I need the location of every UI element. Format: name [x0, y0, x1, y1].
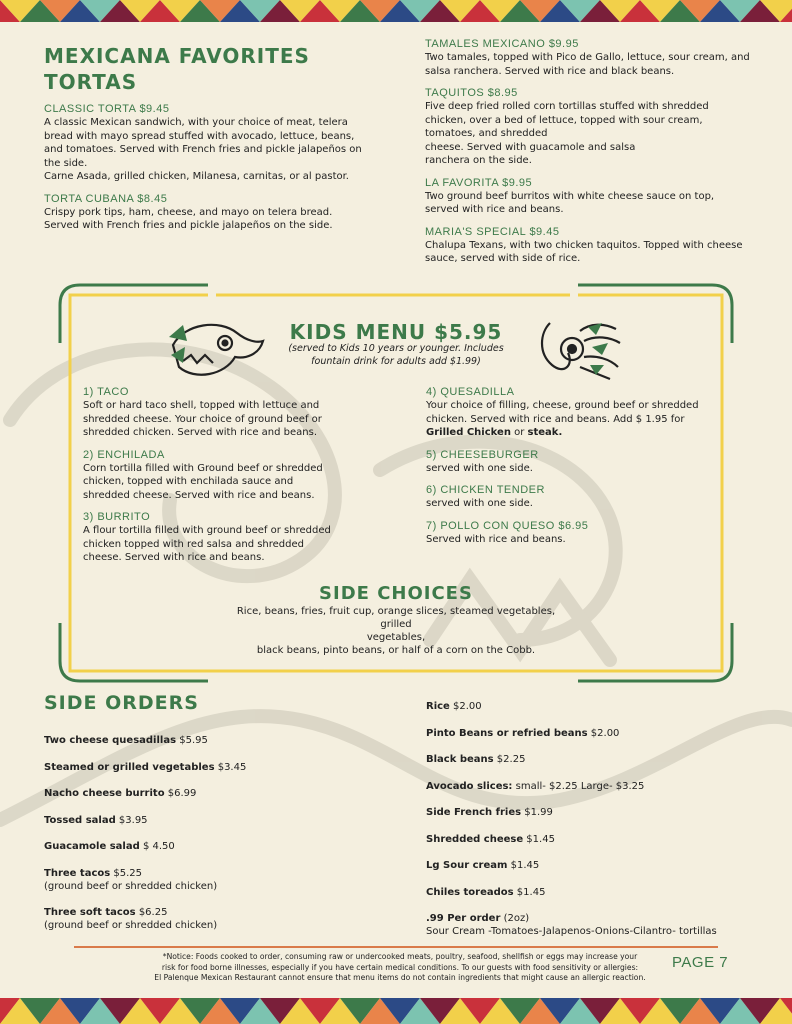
item-desc: ranchera on the side.: [425, 155, 532, 166]
side-order-name: Pinto Beans or refried beans: [426, 727, 588, 739]
side-order-item: [44, 787, 374, 800]
item-desc: Two tamales, topped with Pico de Gallo, lettuce, sour cream, and salsa ranchera. Served with rice and black beans.: [425, 52, 750, 77]
side-order-price: $1.45: [513, 886, 546, 898]
footer-divider: [74, 946, 718, 948]
notice-line3: El Palenque Mexican Restaurant cannot ensure that menu items do not contain ingredients that might cause an allergic reaction.: [154, 973, 646, 982]
side-order-name: Steamed or grilled vegetables: [44, 761, 215, 773]
side-order-item: [44, 906, 374, 932]
side-order-price: $3.95: [115, 814, 148, 826]
side-order-price: $5.25: [110, 867, 143, 879]
favorites-left-column: [44, 103, 364, 242]
item-desc: Five deep fried rolled corn tortillas stuffed with shredded chicken, over a bed of lettuce, topped with sour cream, tomatoes, and shredded: [425, 101, 709, 139]
kids-right-column: [426, 386, 716, 555]
kids-item-burrito: [83, 511, 333, 565]
side-order-item: [44, 814, 374, 827]
side-order-item: [426, 727, 756, 740]
item-title: TORTA CUBANA $8.45: [44, 192, 168, 205]
side-choices-line3: black beans, pinto beans, or half of a corn on the Cobb.: [256, 645, 536, 656]
side-order-price: $1.99: [521, 807, 553, 818]
side-order-line: [44, 867, 374, 880]
item-title: MARIA'S SPECIAL $9.45: [425, 225, 560, 238]
side-order-price: $5.95: [176, 735, 208, 746]
side-order-name: .99 Per order: [426, 913, 501, 924]
kids-item-enchilada: [83, 449, 333, 503]
page-number: PAGE 7: [672, 954, 729, 971]
kids-subtitle-line2: fountain drink for adults add $1.99): [311, 356, 481, 367]
item-desc-meat-options: Carne Asada, grilled chicken, Milanesa, carnitas, or al pastor.: [44, 171, 349, 182]
kids-menu-title: KIDS MENU $5.95: [289, 320, 503, 344]
side-order-line: [426, 833, 756, 846]
side-order-price: $6.99: [164, 788, 197, 799]
kids-item-taco: [83, 386, 333, 440]
kids-item-cheeseburger: [426, 449, 716, 476]
side-order-line: [426, 753, 756, 766]
item-desc-or: or: [510, 427, 528, 438]
item-desc: Served with rice and beans.: [426, 533, 566, 545]
side-order-item: [44, 761, 374, 774]
menu-item-la-favorita: [425, 177, 750, 217]
item-desc: served with one side.: [426, 462, 533, 474]
item-desc: A classic Mexican sandwich, with your choice of meat, telera bread with mayo spread stuffed with avocado, lettuce, beans, and tomatoes. Served with French fries and pickle jalapeños on the side.: [44, 117, 362, 169]
kids-left-column: [83, 386, 333, 574]
side-choices-text: [220, 605, 572, 657]
side-order-name: Shredded cheese: [426, 833, 524, 845]
item-title: CLASSIC TORTA $9.45: [44, 103, 170, 115]
side-order-name: Tossed salad: [44, 814, 116, 826]
side-order-item: [426, 700, 756, 713]
side-order-item: [426, 780, 756, 793]
kids-item-chicken-tender: [426, 484, 716, 511]
side-order-note: (ground beef or shredded chicken): [44, 880, 218, 892]
side-order-name: Three tacos: [44, 867, 111, 879]
favorites-title-line2: TORTAS: [44, 70, 138, 94]
item-desc: Crispy pork tips, ham, cheese, and mayo on telera bread. Served with French fries and pickle jalapeños on the side.: [44, 206, 333, 231]
kids-item-quesadilla: [426, 386, 716, 440]
side-order-price: $1.45: [523, 833, 555, 845]
side-order-item: [426, 753, 756, 766]
item-title: 2) ENCHILADA: [83, 448, 165, 461]
side-order-price: (2oz): [500, 913, 530, 924]
item-desc: [426, 399, 716, 440]
steak-label: steak.: [527, 427, 563, 438]
side-orders-right: [426, 700, 756, 952]
side-order-price: $ 4.50: [139, 841, 175, 852]
item-title: 6) CHICKEN TENDER: [426, 484, 545, 496]
menu-item-tamales: [425, 38, 750, 78]
favorites-title-line1: MEXICANA FAVORITES: [44, 44, 310, 68]
item-title: LA FAVORITA $9.95: [425, 176, 533, 189]
item-title: 1) TACO: [83, 386, 129, 398]
side-order-name: Rice: [426, 701, 450, 712]
notice-line2: risk for food borne illnesses, especially if you have certain medical conditions. To our guests with food sensitivity or allergies:: [161, 962, 639, 972]
side-order-line: [44, 906, 374, 919]
item-title: TAQUITOS $8.95: [425, 87, 518, 99]
menu-item-classic-torta: [44, 103, 364, 184]
side-order-line: [426, 727, 756, 740]
side-order-price: $3.45: [214, 761, 247, 773]
side-choices-line1: Rice, beans, fries, fruit cup, orange slices, steamed vegetables, grilled: [236, 606, 556, 630]
item-desc: Two ground beef burritos with white cheese sauce on top, served with rice and beans.: [425, 190, 715, 215]
side-order-price: $2.00: [587, 727, 620, 739]
side-order-item: [44, 840, 374, 853]
side-order-line: [44, 734, 374, 747]
allergy-notice: [120, 952, 680, 984]
menu-item-taquitos: [425, 87, 750, 168]
side-order-name: Two cheese quesadillas: [44, 735, 177, 746]
side-order-note: (ground beef or shredded chicken): [44, 920, 218, 931]
side-order-price: $2.00: [449, 701, 482, 712]
item-title: 7) POLLO CON QUESO $6.95: [426, 519, 589, 532]
side-order-line: [426, 700, 756, 713]
item-title: 4) QUESADILLA: [426, 386, 515, 398]
side-orders-left: [44, 734, 374, 946]
item-desc: served with one side.: [426, 498, 533, 509]
notice-line1: *Notice: Foods cooked to order, consuming raw or undercooked meats, poultry, seafood, shellfish or eggs may increase your: [162, 952, 638, 961]
item-title: 5) CHEESEBURGER: [426, 448, 539, 461]
menu-item-torta-cubana: [44, 193, 364, 233]
side-order-name: Black beans: [426, 754, 494, 765]
side-order-item: [426, 806, 756, 819]
side-order-line: [426, 780, 756, 793]
item-desc: Corn tortilla filled with Ground beef or shredded chicken, topped with enchilada sauce and shredded cheese. Served with rice and beans.: [83, 462, 323, 501]
side-choices-title: SIDE CHOICES: [319, 583, 473, 604]
side-order-item: [44, 734, 374, 747]
side-order-line: [44, 840, 374, 853]
item-desc: A flour tortilla filled with ground beef or shredded chicken topped with red salsa and shredded cheese. Served with rice and beans.: [83, 525, 331, 563]
side-order-name: Three soft tacos: [44, 907, 136, 918]
side-order-price: small- $2.25 Large- $3.25: [512, 780, 645, 792]
grilled-chicken-label: Grilled Chicken: [426, 427, 511, 438]
side-order-price: $2.25: [493, 754, 526, 765]
favorites-title: [44, 43, 310, 95]
side-choices-line2: vegetables,: [366, 632, 426, 643]
item-title: 3) BURRITO: [83, 511, 151, 523]
side-order-name: Lg Sour cream: [426, 860, 508, 871]
side-order-name: Avocado slices:: [426, 780, 513, 792]
side-order-item: [44, 867, 374, 893]
menu-item-marias-special: [425, 226, 750, 266]
side-order-item: [426, 886, 756, 899]
side-orders-title: SIDE ORDERS: [44, 692, 199, 714]
bottom-decorative-band: [0, 998, 792, 1024]
side-order-name: Guacamole salad: [44, 841, 140, 852]
item-desc: Soft or hard taco shell, topped with lettuce and shredded cheese. Your choice of ground beef or shredded chicken. Served with rice and beans.: [83, 400, 322, 438]
item-desc-text: Your choice of filling, cheese, ground beef or shredded chicken. Served with rice and beans. Add $ 1.95 for: [426, 400, 699, 425]
side-order-line: [426, 806, 756, 819]
side-order-line: [44, 814, 374, 827]
side-order-note: Sour Cream -Tomatoes-Jalapenos-Onions-Cilantro- tortillas: [426, 926, 717, 937]
kids-subtitle-line1: (served to Kids 10 years or younger. Includes: [288, 343, 504, 354]
kids-menu-subtitle: [0, 342, 792, 368]
side-order-name: Side French fries: [426, 807, 522, 818]
side-order-name: Chiles toreados: [426, 886, 514, 898]
item-desc: cheese. Served with guacamole and salsa: [425, 141, 636, 153]
side-order-price: $1.45: [507, 860, 540, 871]
side-order-item: [426, 833, 756, 846]
item-desc: Chalupa Texans, with two chicken taquitos. Topped with cheese sauce, served with side of rice.: [425, 239, 743, 264]
favorites-right-column: [425, 38, 750, 275]
side-order-item: [426, 912, 756, 938]
side-order-item: [426, 859, 756, 872]
side-order-line: [44, 761, 374, 774]
kids-item-pollo-con-queso: [426, 520, 716, 547]
side-order-line: [426, 886, 756, 899]
top-decorative-band: [0, 0, 792, 22]
side-order-name: Nacho cheese burrito: [44, 788, 165, 799]
side-order-line: [426, 912, 756, 925]
item-title: TAMALES MEXICANO $9.95: [425, 38, 579, 50]
side-order-price: $6.25: [135, 907, 168, 918]
side-order-line: [426, 859, 756, 872]
side-order-line: [44, 787, 374, 800]
